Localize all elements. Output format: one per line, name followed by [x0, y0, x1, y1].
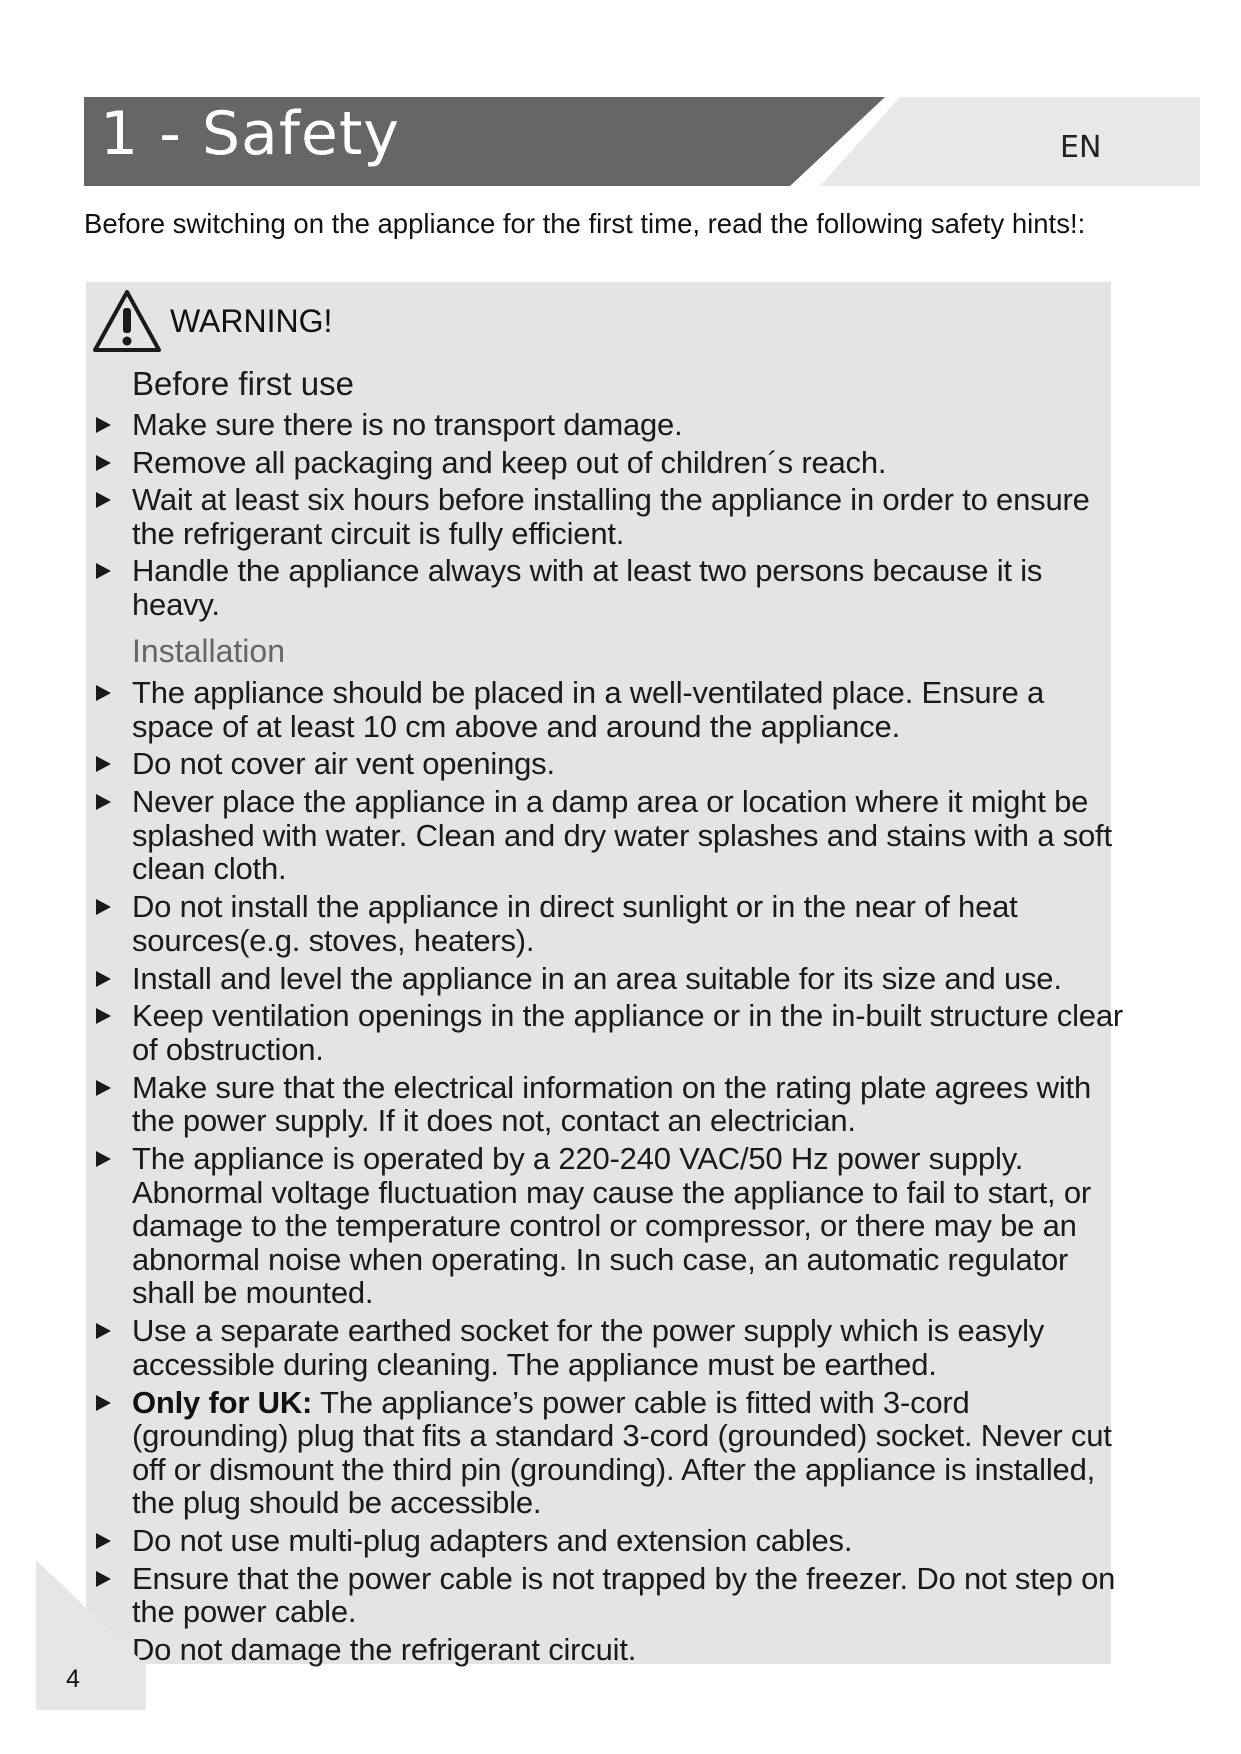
list-item: [94, 1633, 1134, 1667]
list-item: [94, 1071, 1134, 1138]
list-item-text: Do not damage the refrigerant circuit.: [132, 1632, 637, 1668]
list-item-text: The appliance’s power cable is fitted with 3-cord (grounding) plug that fits a standard 3-cord (grounded) socket. Never cut off or dismount the third pin (grounding). After the appliance is installed, the plug should be accessible.: [132, 1384, 1112, 1521]
bullet-arrow-icon: [96, 1008, 111, 1024]
bullet-arrow-icon: [96, 417, 111, 433]
list-item: [94, 676, 1134, 743]
page-number-tab: [36, 1560, 146, 1710]
list-item-text: Do not install the appliance in direct sunlight or in the near of heat sources(e.g. stoves, heaters).: [132, 889, 1018, 958]
bullet-arrow-icon: [96, 971, 111, 987]
before-first-use-list: [94, 408, 1134, 625]
section-heading-before-first-use: Before first use: [132, 365, 354, 402]
list-item: [94, 1524, 1134, 1558]
bullet-arrow-icon: [96, 1080, 111, 1096]
warning-label: WARNING!: [170, 303, 333, 339]
list-item-text: Never place the appliance in a damp area or location where it might be splashed with water. Clean and dry water splashes and stains with a soft clean cloth.: [132, 784, 1112, 887]
bullet-arrow-icon: [96, 492, 111, 508]
page-title: 1 - Safety: [100, 99, 400, 169]
bullet-arrow-icon: [96, 756, 111, 772]
warning-triangle-icon: [92, 288, 162, 354]
bullet-arrow-icon: [96, 1395, 111, 1411]
bullet-arrow-icon: [96, 1151, 111, 1167]
list-item: [94, 483, 1134, 550]
installation-list: [94, 676, 1134, 1671]
header-light-band: [820, 97, 1200, 186]
list-item: [94, 1314, 1134, 1381]
bullet-arrow-icon: [96, 794, 111, 810]
bullet-arrow-icon: [96, 455, 111, 471]
list-item-text: Do not use multi-plug adapters and extension cables.: [132, 1522, 853, 1558]
list-item-text: The appliance should be placed in a well-ventilated place. Ensure a space of at least 10 cm above and around the appliance.: [132, 675, 1045, 744]
list-item-text: Use a separate earthed socket for the power supply which is easyly accessible during cleaning. The appliance must be earthed.: [132, 1313, 1045, 1382]
list-item-text: Wait at least six hours before installing the appliance in order to ensure the refrigerant circuit is fully efficient.: [132, 482, 1090, 551]
intro-text: Before switching on the appliance for the first time, read the following safety hints!:: [84, 208, 1086, 239]
list-item: [94, 1386, 1134, 1520]
list-item: [94, 747, 1134, 781]
list-item-text: Do not cover air vent openings.: [132, 746, 555, 782]
list-item: [94, 1562, 1134, 1629]
list-item-text: Ensure that the power cable is not trapped by the freezer. Do not step on the power cable.: [132, 1560, 1116, 1630]
list-item: [94, 1142, 1134, 1310]
bullet-arrow-icon: [96, 685, 111, 701]
list-item-text: Make sure that the electrical information on the rating plate agrees with the power supply. If it does not, contact an electrician.: [132, 1069, 1091, 1139]
list-item: [94, 890, 1134, 957]
list-item: [94, 446, 1134, 480]
list-item: [94, 554, 1134, 621]
section-heading-installation: Installation: [132, 633, 285, 669]
list-item-text: The appliance is operated by a 220-240 VAC/50 Hz power supply. Abnormal voltage fluctuation may cause the appliance to fail to start, or damage to the temperature control or compressor, or there may be an abnormal noise when operating. In such case, an automatic regulator shall be mounted.: [132, 1141, 1091, 1311]
list-item: [94, 785, 1134, 886]
list-item: [94, 962, 1134, 996]
page-number: 4: [66, 1665, 80, 1693]
language-label: EN: [1060, 130, 1102, 165]
list-item-text: Remove all packaging and keep out of children´s reach.: [132, 444, 887, 480]
list-item-text: Install and level the appliance in an area suitable for its size and use.: [132, 960, 1062, 996]
list-item-text: Handle the appliance always with at least two persons because it is heavy.: [132, 553, 1043, 622]
list-item: [94, 408, 1134, 442]
list-item-text: Make sure there is no transport damage.: [132, 407, 683, 442]
bullet-arrow-icon: [96, 899, 111, 915]
bullet-arrow-icon: [96, 1533, 111, 1549]
list-item: [94, 999, 1134, 1066]
list-item-lead: Only for UK:: [132, 1384, 313, 1420]
bullet-arrow-icon: [96, 563, 111, 579]
list-item-text: Keep ventilation openings in the appliance or in the in-built structure clear of obstruction.: [132, 998, 1123, 1067]
bullet-arrow-icon: [96, 1323, 111, 1339]
